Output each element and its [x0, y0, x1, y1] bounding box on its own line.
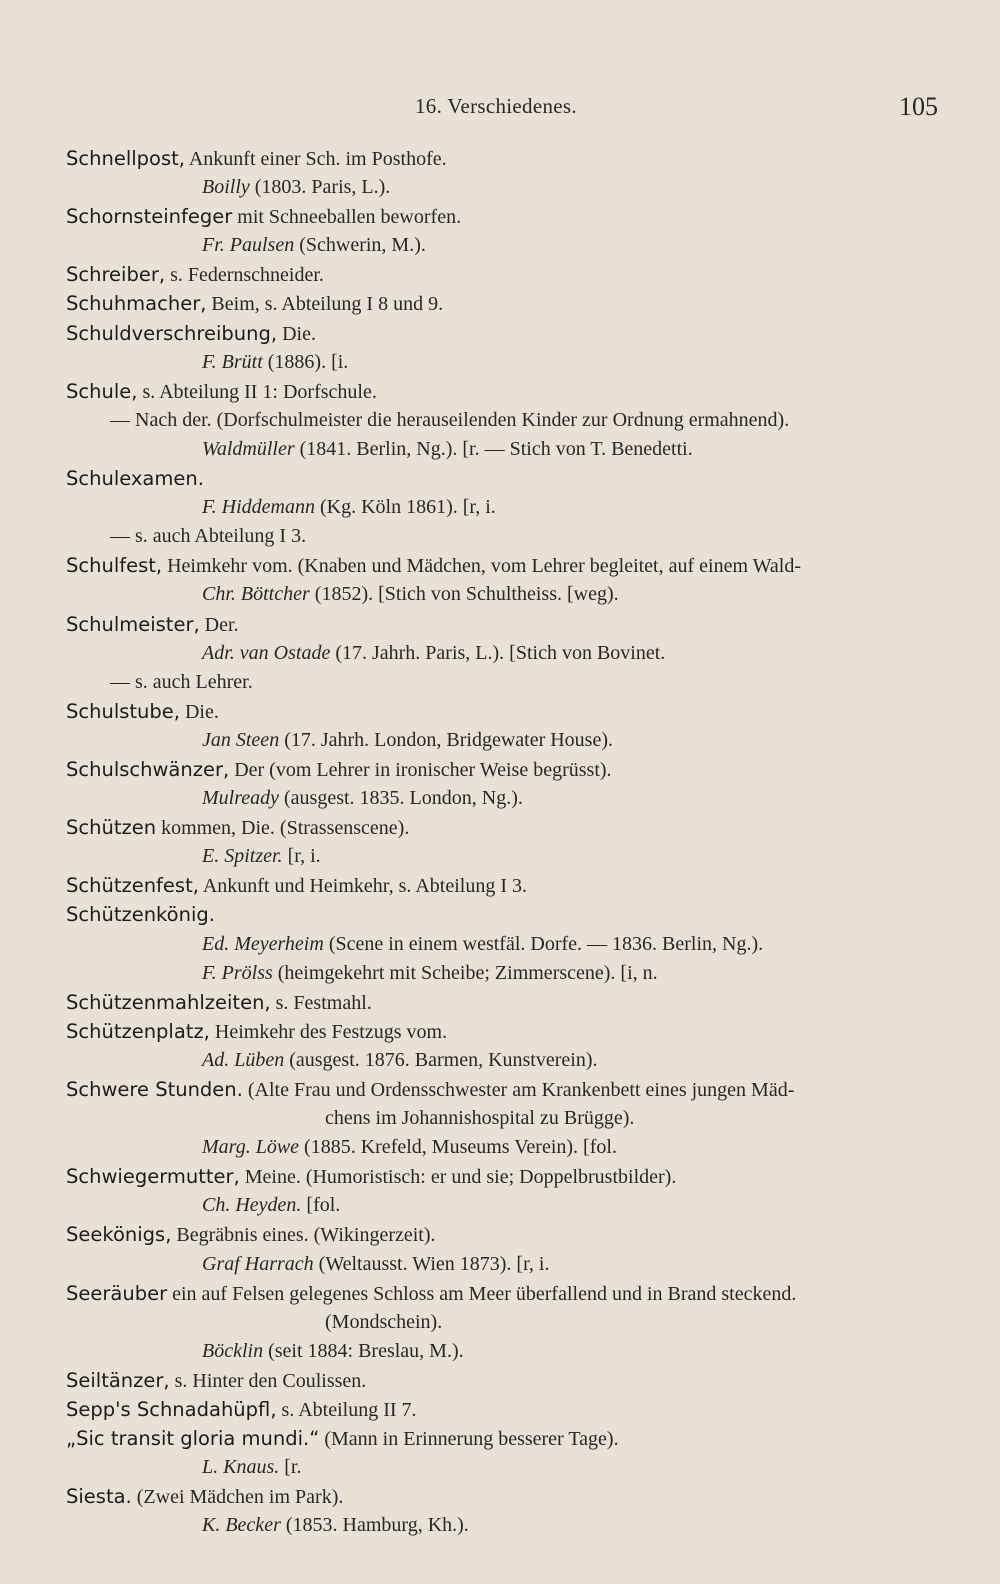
- entry-line: [66, 1366, 946, 1395]
- artist-line: [66, 959, 946, 988]
- entry-line: [66, 697, 946, 726]
- entry-text: kommen, Die. (Strassenscene).: [156, 817, 410, 840]
- entry-text: (Mondschein).: [325, 1310, 443, 1333]
- entry-line: [66, 551, 946, 580]
- section-title: 16. Verschiedenes.: [415, 94, 577, 118]
- entry-text: (Zwei Mädchen im Park).: [131, 1486, 344, 1509]
- entry-heading: „Sic transit gloria mundi.“: [66, 1427, 320, 1451]
- artist-line: [66, 726, 946, 755]
- entry-text: [r.: [279, 1456, 302, 1479]
- entry-line: [66, 1017, 946, 1046]
- artist-name: Ad. Lüben: [202, 1048, 285, 1071]
- entry-text: (Kg. Köln 1861). [r, i.: [314, 496, 496, 519]
- entry-text: s. Abteilung II 1: Dorfschule.: [137, 380, 377, 403]
- entry-text: s. Festmahl.: [270, 991, 372, 1014]
- artist-name: Jan Steen: [202, 728, 280, 751]
- running-header: [0, 94, 1000, 124]
- artist-name: E. Spitzer.: [202, 845, 283, 868]
- entry-heading: Schornsteinfeger: [66, 205, 233, 229]
- artist-name: Fr. Paulsen: [202, 234, 295, 257]
- entry-line: [66, 813, 946, 842]
- entry-text: Begräbnis eines. (Wikingerzeit).: [171, 1224, 436, 1247]
- artist-line: [66, 1191, 946, 1220]
- entry-text: — s. auch Lehrer.: [110, 670, 253, 693]
- entry-text: Beim, s. Abteilung I 8 und 9.: [206, 293, 444, 316]
- artist-line: [66, 930, 946, 959]
- artist-line: [66, 493, 946, 522]
- entry-heading: Schützen: [66, 816, 157, 840]
- entry-heading: Schützenfest,: [66, 874, 199, 898]
- entry-line: [66, 144, 946, 173]
- entry-line: [66, 1075, 946, 1104]
- artist-name: Marg. Löwe: [202, 1136, 300, 1159]
- entry-heading: Seekönigs,: [66, 1223, 172, 1247]
- cross-reference-line: [66, 522, 946, 551]
- artist-name: Böcklin: [202, 1339, 264, 1362]
- entry-line: [66, 1424, 946, 1453]
- entry-heading: Schwere Stunden.: [66, 1078, 243, 1101]
- entry-text: (Weltausst. Wien 1873). [r, i.: [313, 1252, 550, 1275]
- entry-text: Ankunft und Heimkehr, s. Abteilung I 3.: [198, 875, 527, 898]
- entry-text: (Scene in einem westfäl. Dorfe. — 1836. Berlin, Ng.).: [323, 932, 764, 955]
- entry-line: [66, 1220, 946, 1249]
- cross-reference-line: [66, 668, 946, 697]
- entry-text: Der.: [199, 613, 239, 636]
- entry-text: (1852). [Stich von Schultheiss. [weg).: [309, 583, 619, 606]
- entry-text: ein auf Felsen gelegenes Schloss am Meer überfallend und in Brand steckend.: [167, 1282, 797, 1305]
- entry-text: Ankunft einer Sch. im Posthofe.: [184, 148, 447, 170]
- entry-text: chens im Johannishospital zu Brügge).: [325, 1107, 635, 1130]
- entry-line: [66, 1482, 946, 1511]
- artist-name: F. Brütt: [202, 350, 263, 373]
- entry-text: s. Abteilung II 7.: [276, 1399, 417, 1422]
- artist-line: [66, 1046, 946, 1075]
- entry-heading: Schulfest,: [66, 554, 163, 578]
- entry-text: Die.: [277, 322, 316, 345]
- entry-line: [66, 610, 946, 639]
- artist-name: F. Hiddemann: [202, 496, 315, 519]
- entry-text: Meine. (Humoristisch: er und sie; Doppelbrustbilder).: [239, 1166, 677, 1189]
- entry-line: [66, 1279, 946, 1308]
- entry-line: [66, 755, 946, 784]
- cross-reference-line: [66, 406, 946, 435]
- entry-text: s. Federnschneider.: [165, 264, 324, 287]
- entry-heading: Schulschwänzer,: [66, 757, 230, 781]
- entry-text: (1886). [i.: [262, 350, 349, 373]
- entry-text: [r, i.: [282, 845, 321, 868]
- entry-heading: Seeräuber: [66, 1281, 168, 1305]
- entry-heading: Sepp's Schnadahüpfl,: [66, 1398, 277, 1422]
- entry-text: (1841. Berlin, Ng.). [r. — Stich von T. Benedetti.: [294, 437, 693, 460]
- artist-name: Waldmüller: [202, 437, 295, 460]
- entry-line: [66, 988, 946, 1017]
- entry-text: Heimkehr des Festzugs vom.: [209, 1020, 448, 1043]
- artist-line: [66, 1133, 946, 1162]
- artist-name: Mulready: [202, 787, 280, 810]
- artist-name: Boilly: [202, 176, 250, 199]
- entry-text: Der (vom Lehrer in ironischer Weise begrüsst).: [229, 758, 612, 781]
- continuation-line: [66, 1104, 946, 1133]
- entry-heading: Schreiber,: [66, 263, 166, 287]
- artist-name: K. Becker: [202, 1514, 281, 1537]
- entry-line: [66, 289, 946, 318]
- entry-heading: Schulexamen.: [66, 467, 204, 491]
- entry-text: [fol.: [301, 1194, 341, 1217]
- entry-heading: Siesta.: [66, 1485, 132, 1509]
- artist-name: Adr. van Ostade: [202, 641, 331, 664]
- entry-text: (seit 1884: Breslau, M.).: [263, 1339, 464, 1362]
- entry-text: (1853. Hamburg, Kh.).: [280, 1514, 469, 1537]
- entry-line: [66, 871, 946, 900]
- entry-text: — Nach der. (Dorfschulmeister die herauseilenden Kinder zur Ordnung ermahnend).: [110, 408, 790, 431]
- entry-text: (1885. Krefeld, Museums Verein). [fol.: [299, 1136, 617, 1159]
- artist-line: [66, 1511, 946, 1540]
- entry-text: — s. auch Abteilung I 3.: [110, 525, 307, 548]
- entry-line: [66, 1395, 946, 1424]
- artist-line: [66, 580, 946, 609]
- entry-text: (heimgekehrt mit Scheibe; Zimmerscene). [i, n.: [272, 961, 658, 984]
- entry-heading: Schulmeister,: [66, 612, 200, 636]
- entry-line: [66, 900, 946, 929]
- artist-line: [66, 842, 946, 871]
- artist-line: [66, 435, 946, 464]
- entry-text: (17. Jahrh. Paris, L.). [Stich von Bovinet.: [330, 641, 666, 664]
- entry-text: (Schwerin, M.).: [294, 234, 426, 257]
- entry-text: (Alte Frau und Ordensschwester am Krankenbett eines jungen Mäd-: [242, 1079, 795, 1101]
- artist-line: [66, 1337, 946, 1366]
- entry-text: mit Schneeballen beworfen.: [232, 206, 462, 229]
- artist-name: F. Prölss: [202, 961, 273, 984]
- entry-text: (ausgest. 1835. London, Ng.).: [279, 787, 523, 810]
- artist-line: [66, 1453, 946, 1482]
- artist-line: [66, 173, 946, 202]
- entry-list: [66, 144, 946, 1541]
- entry-line: [66, 202, 946, 231]
- entry-text: Die.: [179, 700, 219, 723]
- entry-text: (17. Jahrh. London, Bridgewater House).: [279, 728, 613, 751]
- artist-line: [66, 348, 946, 377]
- artist-name: Ch. Heyden.: [202, 1194, 302, 1217]
- entry-text: s. Hinter den Coulissen.: [169, 1369, 367, 1392]
- artist-line: [66, 639, 946, 668]
- artist-line: [66, 1250, 946, 1279]
- continuation-line: [66, 1308, 946, 1337]
- entry-heading: Schnellpost,: [66, 147, 185, 170]
- entry-heading: Schützenplatz,: [66, 1019, 210, 1043]
- entry-heading: Schützenmahlzeiten,: [66, 990, 271, 1014]
- artist-line: [66, 231, 946, 260]
- entry-line: [66, 319, 946, 348]
- entry-heading: Schulstube,: [66, 699, 180, 723]
- entry-heading: Schützenkönig.: [66, 903, 215, 927]
- artist-line: [66, 784, 946, 813]
- entry-line: [66, 377, 946, 406]
- entry-heading: Schwiegermutter,: [66, 1165, 240, 1189]
- artist-name: Ed. Meyerheim: [202, 932, 324, 955]
- artist-name: L. Knaus.: [202, 1456, 280, 1479]
- entry-heading: Schule,: [66, 379, 138, 403]
- entry-text: (Mann in Erinnerung besserer Tage).: [319, 1428, 619, 1451]
- entry-heading: Schuldverschreibung,: [66, 321, 278, 345]
- entry-line: [66, 1162, 946, 1191]
- entry-line: [66, 464, 946, 493]
- artist-name: Graf Harrach: [202, 1252, 314, 1275]
- entry-heading: Seiltänzer,: [66, 1368, 170, 1392]
- entry-text: Heimkehr vom. (Knaben und Mädchen, vom Lehrer begleitet, auf einem Wald-: [162, 555, 802, 578]
- page-number: 105: [899, 92, 938, 121]
- entry-heading: Schuhmacher,: [66, 292, 207, 316]
- artist-name: Chr. Böttcher: [202, 583, 310, 606]
- entry-text: (ausgest. 1876. Barmen, Kunstverein).: [284, 1048, 598, 1071]
- entry-line: [66, 260, 946, 289]
- entry-text: (1803. Paris, L.).: [249, 176, 391, 199]
